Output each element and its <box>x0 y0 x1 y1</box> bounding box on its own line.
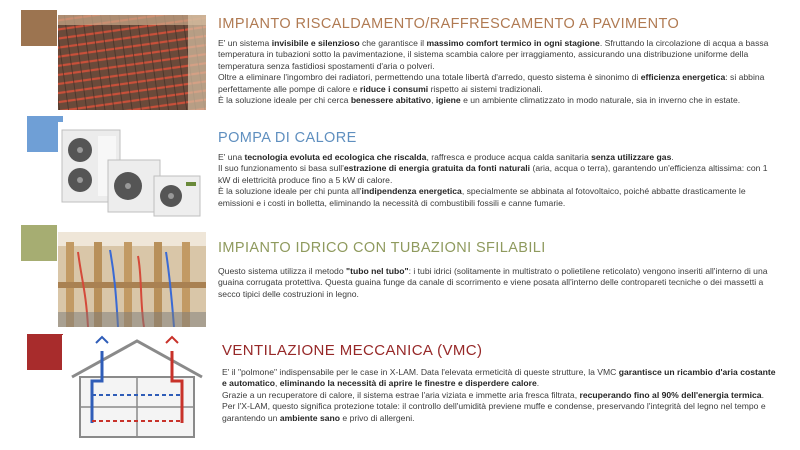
paragraph: Grazie a un recuperatore di calore, il sistema estrae l'aria viziata e immette aria fresca filtrata, recuperando fino al 90% dell'energia termica. Per l'X-LAM, questo significa protezione totale: il controllo dell'umidità previene muffe e condense, preservando l'integrità del legno nel tempo e garantendo un ambiente sano e privo di allergeni. <box>222 389 766 423</box>
section-title-vmc: VENTILAZIONE MECCANICA (VMC) <box>222 342 483 359</box>
section-body-plumbing <box>218 266 778 300</box>
paragraph: E' il "polmone" indispensabile per le case in X-LAM. Data l'elevata ermeticità di queste strutture, la VMC garantisce un ricambio d'aria costante e automatico, eliminando la necessità di aprire le finestre e disperdere calore. <box>222 367 776 389</box>
plumbing-image <box>58 232 206 327</box>
paragraph: Questo sistema utilizza il metodo "tubo nel tubo": i tubi idrici (solitamente in multistrato o polietilene reticolato) vengono inseriti all'interno di una guaina corrugata protettiva. Questa guaina funge da canale di scorrimento e viene posata all'interno delle contropareti tecniche o dei massetti a secco tipici delle costruzioni in legno. <box>218 266 768 299</box>
section-body-vmc <box>222 367 778 424</box>
section-body-heat-pump <box>218 152 778 209</box>
vmc-diagram-image <box>62 335 212 440</box>
section-title-heating: IMPIANTO RISCALDAMENTO/RAFFRESCAMENTO A PAVIMENTO <box>218 16 680 32</box>
paragraph: E' un sistema invisibile e silenzioso che garantisce il massimo comfort termico in ogni stagione. Sfruttando la circolazione di acqua a bassa temperatura in tubazioni sotto la pavimentazione, il sistema scambia calore per irraggiamento, assicurando una distribuzione uniforme della temperatura senza fastidiosi spostamenti d'aria o polveri. <box>218 38 769 71</box>
paragraph: Il suo funzionamento si basa sull'estrazione di energia gratuita da fonti naturali (aria, acqua o terra), garantendo un'efficienza altissima: con 1 kW di elettricità produce fino a 5 kW di calore. <box>218 163 768 185</box>
heat-pump-image <box>58 122 206 222</box>
paragraph: È la soluzione ideale per chi cerca benessere abitativo, igiene e un ambiente climatizzato in modo naturale, sia in inverno che in estate. <box>218 95 741 106</box>
section-title-heat-pump: POMPA DI CALORE <box>218 130 357 146</box>
section-body-heating <box>218 38 778 106</box>
section-title-plumbing: IMPIANTO IDRICO CON TUBAZIONI SFILABILI <box>218 240 546 256</box>
underfloor-heating-image <box>58 15 206 110</box>
paragraph: E' una tecnologia evoluta ed ecologica che riscalda, raffresca e produce acqua calda sanitaria senza utilizzare gas. <box>218 152 674 162</box>
accent-square-heating <box>21 10 57 46</box>
paragraph: È la soluzione ideale per chi punta all'indipendenza energetica, specialmente se abbinata al fotovoltaico, poiché abbatte drasticamente le emissioni e i costi in bolletta, eliminando la necessità di combustibili fossili e canne fumarie. <box>218 186 746 208</box>
accent-square-vmc <box>27 334 63 370</box>
accent-square-plumbing <box>21 225 57 261</box>
paragraph: Oltre a eliminare l'ingombro dei radiatori, permettendo una totale libertà d'arredo, questo sistema è sinonimo di efficienza energetica: si abbina perfettamente alle pompe di calore e riduce i consumi rispetto ai sistemi tradizionali. <box>218 72 765 94</box>
